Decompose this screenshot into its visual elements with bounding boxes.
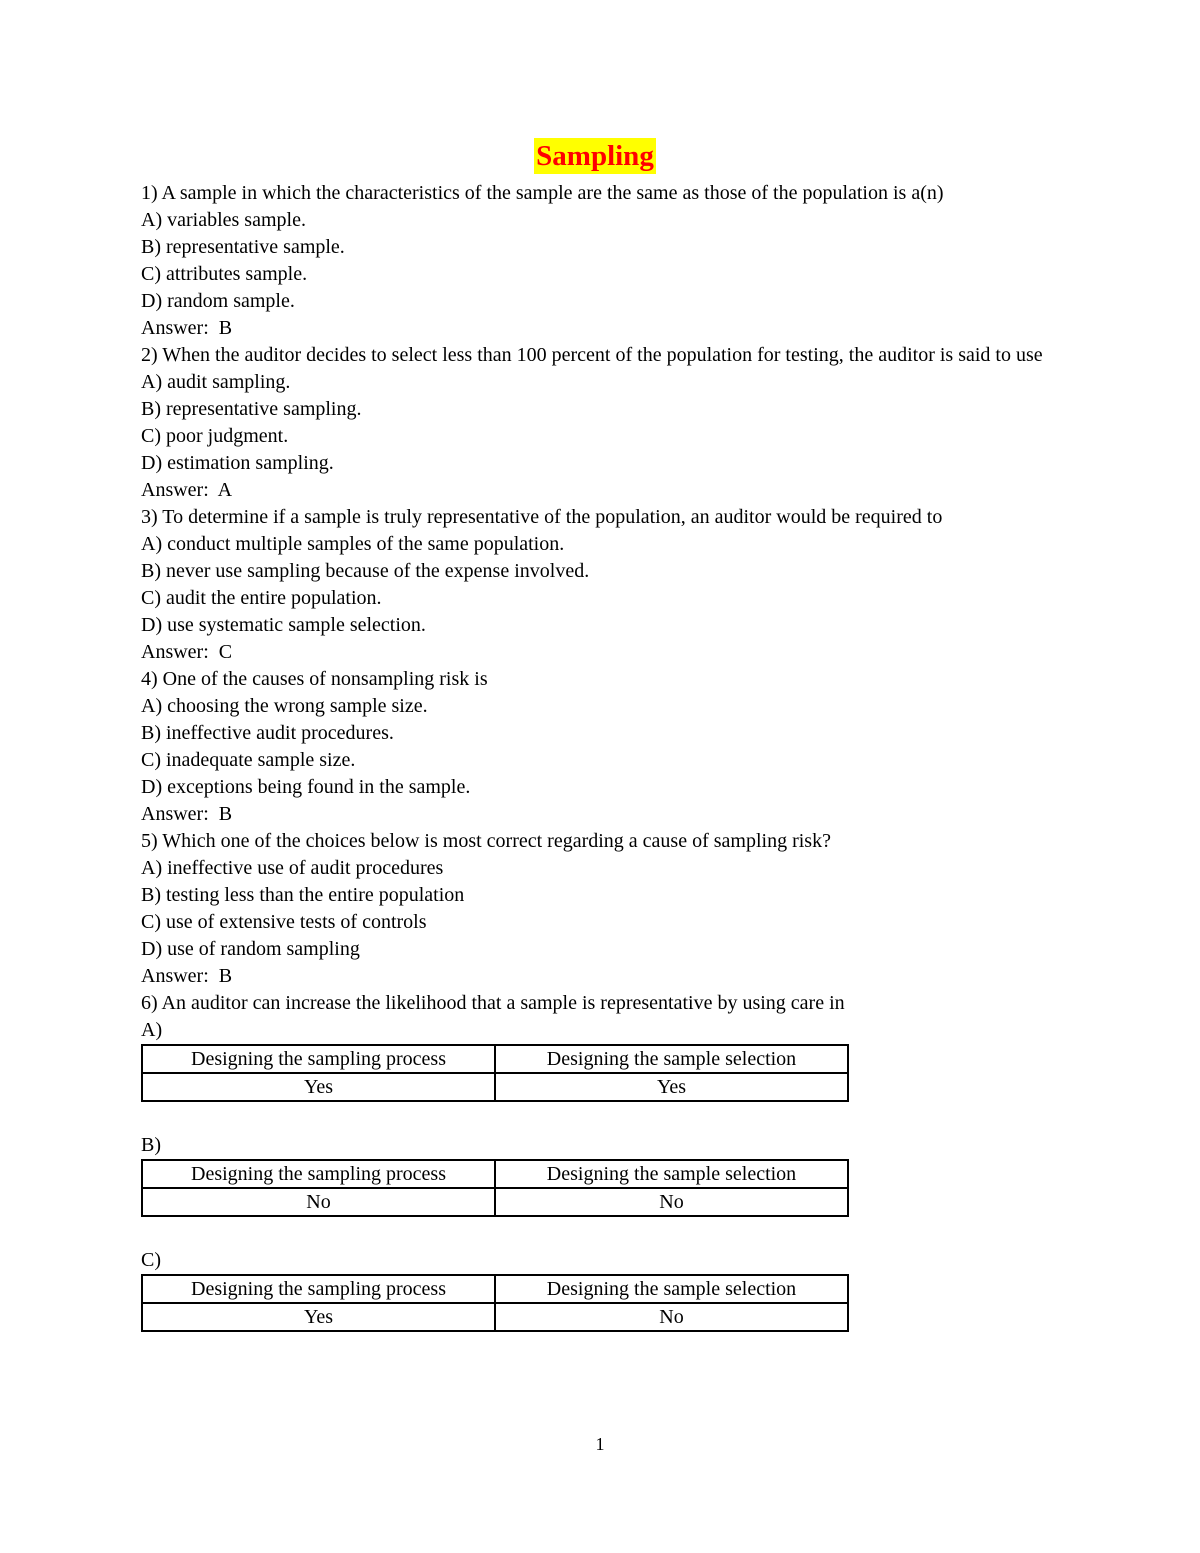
answer-key: Answer: B bbox=[141, 317, 233, 339]
table-header-cell: Designing the sampling process bbox=[142, 1160, 495, 1188]
table-header-cell: Designing the sample selection bbox=[495, 1275, 848, 1303]
answer-option: B) ineffective audit procedures. bbox=[141, 722, 394, 744]
answer-option: D) exceptions being found in the sample. bbox=[141, 776, 471, 798]
table-header-cell: Designing the sample selection bbox=[495, 1045, 848, 1073]
answer-option: A) variables sample. bbox=[141, 209, 306, 231]
table-value-cell: Yes bbox=[142, 1073, 495, 1101]
table-value-cell: Yes bbox=[142, 1303, 495, 1331]
question-block bbox=[141, 828, 1061, 990]
answer-key: Answer: B bbox=[141, 803, 233, 825]
answer-option: C) use of extensive tests of controls bbox=[141, 911, 427, 933]
question-text: 2) When the auditor decides to select less than 100 percent of the population for testing, the auditor is said to use bbox=[141, 344, 1043, 366]
answer-key: Answer: A bbox=[141, 479, 233, 501]
answer-option: D) use of random sampling bbox=[141, 938, 360, 960]
option-b-block bbox=[141, 1132, 1061, 1217]
table-header-cell: Designing the sampling process bbox=[142, 1045, 495, 1073]
answer-option: B) representative sample. bbox=[141, 236, 345, 258]
table-header-cell: Designing the sample selection bbox=[495, 1160, 848, 1188]
answer-option: C) inadequate sample size. bbox=[141, 749, 356, 771]
question-6 bbox=[141, 990, 1061, 1332]
answer-option: B) testing less than the entire population bbox=[141, 884, 465, 906]
answer-option: B) never use sampling because of the expense involved. bbox=[141, 560, 590, 582]
question-text: 5) Which one of the choices below is most correct regarding a cause of sampling risk? bbox=[141, 830, 831, 852]
option-a-block bbox=[141, 1017, 1061, 1102]
page-title: Sampling bbox=[536, 140, 654, 172]
answer-option: C) poor judgment. bbox=[141, 425, 289, 447]
option-table bbox=[141, 1274, 849, 1332]
answer-option: B) representative sampling. bbox=[141, 398, 362, 420]
option-label: B) bbox=[141, 1134, 161, 1156]
question-text: 6) An auditor can increase the likelihood that a sample is representative by using care in bbox=[141, 992, 845, 1014]
answer-option: C) audit the entire population. bbox=[141, 587, 382, 609]
answer-option: A) audit sampling. bbox=[141, 371, 291, 393]
question-list bbox=[141, 180, 1061, 990]
question-text: 3) To determine if a sample is truly representative of the population, an auditor would be required to bbox=[141, 506, 943, 528]
answer-option: D) random sample. bbox=[141, 290, 295, 312]
document-page bbox=[141, 138, 1061, 1332]
option-c-block bbox=[141, 1247, 1061, 1332]
answer-option: C) attributes sample. bbox=[141, 263, 308, 285]
title-row bbox=[141, 138, 1061, 180]
answer-key: Answer: B bbox=[141, 965, 233, 987]
table-value-cell: No bbox=[142, 1188, 495, 1216]
question-text: 1) A sample in which the characteristics of the sample are the same as those of the population is a(n) bbox=[141, 182, 944, 204]
question-text: 4) One of the causes of nonsampling risk is bbox=[141, 668, 488, 690]
table-value-cell: No bbox=[495, 1303, 848, 1331]
page-number: 1 bbox=[595, 1434, 605, 1454]
question-block bbox=[141, 180, 1061, 342]
answer-option: A) conduct multiple samples of the same population. bbox=[141, 533, 565, 555]
question-block bbox=[141, 666, 1061, 828]
option-label: C) bbox=[141, 1249, 161, 1271]
answer-key: Answer: C bbox=[141, 641, 233, 663]
table-value-cell: No bbox=[495, 1188, 848, 1216]
table-header-cell: Designing the sampling process bbox=[142, 1275, 495, 1303]
answer-option: D) use systematic sample selection. bbox=[141, 614, 426, 636]
answer-option: A) ineffective use of audit procedures bbox=[141, 857, 444, 879]
question-block bbox=[141, 504, 1061, 666]
option-table bbox=[141, 1159, 849, 1217]
question-block bbox=[141, 342, 1061, 504]
option-table bbox=[141, 1044, 849, 1102]
answer-option: D) estimation sampling. bbox=[141, 452, 334, 474]
option-label: A) bbox=[141, 1019, 163, 1041]
answer-option: A) choosing the wrong sample size. bbox=[141, 695, 428, 717]
table-value-cell: Yes bbox=[495, 1073, 848, 1101]
